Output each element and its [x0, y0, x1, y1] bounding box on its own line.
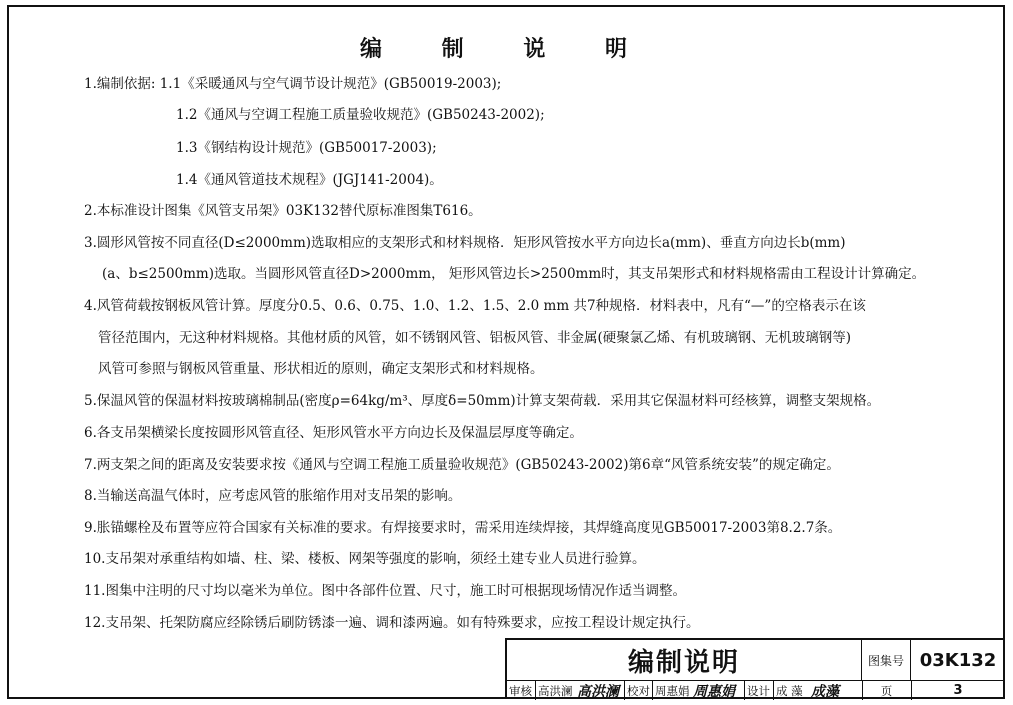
drawing-title: 编制说明 — [507, 640, 862, 680]
check-name: 周惠娟 — [655, 683, 690, 698]
review-signature: 高洪澜 — [577, 683, 619, 700]
review-name: 高洪澜 — [538, 683, 573, 698]
page-title: 编 制 说 明 — [360, 37, 653, 62]
note-line: 4.风管荷载按钢板风管计算。厚度分0.5、0.6、0.75、1.0、1.2、1.5、2.0 mm 共7种规格．材料表中，凡有“—”的空格表示在该 — [84, 298, 866, 314]
note-line: 8.当输送高温气体时，应考虑风管的胀缩作用对支吊架的影响。 — [84, 488, 462, 504]
design-label: 设计 — [747, 683, 770, 698]
note-line: (a、b≤2500mm)选取。当圆形风管直径D>2000mm， 矩形风管边长>2500mm时，其支吊架形式和材料规格需由工程设计计算确定。 — [102, 266, 926, 282]
note-line: 7.两支架之间的距离及安装要求按《通风与空调工程施工质量验收规范》(GB50243-2002)第6章“风管系统安装”的规定确定。 — [84, 457, 840, 473]
note-line: 6.各支吊架横梁长度按圆形风管直径、矩形风管水平方向边长及保温层厚度等确定。 — [84, 425, 583, 441]
check-signature: 周惠娟 — [693, 683, 735, 700]
note-line: 12.支吊架、托架防腐应经除锈后刷防锈漆一遍、调和漆两遍。如有特殊要求，应按工程设计规定执行。 — [84, 615, 700, 631]
page-number: 3 — [953, 683, 963, 698]
note-line: 1.4《通风管道技术规程》(JGJ141-2004)。 — [176, 172, 443, 188]
note-line: 9.胀锚螺栓及布置等应符合国家有关标准的要求。有焊接要求时，需采用连续焊接，其焊缝高度见GB50017-2003第8.2.7条。 — [84, 520, 842, 536]
note-line: 10.支吊架对承重结构如墙、柱、梁、楼板、网架等强度的影响，须经土建专业人员进行验算。 — [84, 551, 646, 567]
note-line: 5.保温风管的保温材料按玻璃棉制品(密度ρ=64kg/m³、厚度δ=50mm)计算支架荷载．采用其它保温材料可经核算，调整支架规格。 — [84, 393, 881, 409]
note-line: 11.图集中注明的尺寸均以毫米为单位。图中各部件位置、尺寸，施工时可根据现场情况作适当调整。 — [84, 583, 686, 599]
note-line: 2.本标准设计图集《风管支吊架》03K132替代原标准图集T616。 — [84, 203, 482, 219]
signature-row — [507, 680, 1005, 700]
title-block — [505, 638, 1003, 700]
note-line: 1.编制依据: 1.1《采暖通风与空气调节设计规范》(GB50019-2003); — [84, 76, 502, 92]
note-line: 3.圆形风管按不同直径(D≤2000mm)选取相应的支架形式和材料规格．矩形风管按水平方向边长a(mm)、垂直方向边长b(mm) — [84, 235, 846, 251]
page-label: 页 — [880, 683, 893, 698]
note-line: 1.2《通风与空调工程施工质量验收规范》(GB50243-2002); — [176, 107, 545, 123]
note-line: 管径范围内，无这种材料规格。其他材质的风管，如不锈钢风管、铝板风管、非金属(硬聚氯乙烯、有机玻璃钢、无机玻璃钢等) — [98, 330, 852, 346]
review-label: 审核 — [509, 683, 532, 698]
note-line: 1.3《钢结构设计规范》(GB50017-2003); — [176, 140, 437, 156]
atlas-number: 03K132 — [919, 649, 997, 671]
design-name: 成 藻 — [776, 683, 803, 698]
design-signature: 成藻 — [811, 683, 839, 700]
atlas-label: 图集号 — [862, 640, 911, 680]
note-line: 风管可参照与钢板风管重量、形状相近的原则，确定支架形式和材料规格。 — [98, 361, 544, 377]
check-label: 校对 — [627, 683, 650, 698]
